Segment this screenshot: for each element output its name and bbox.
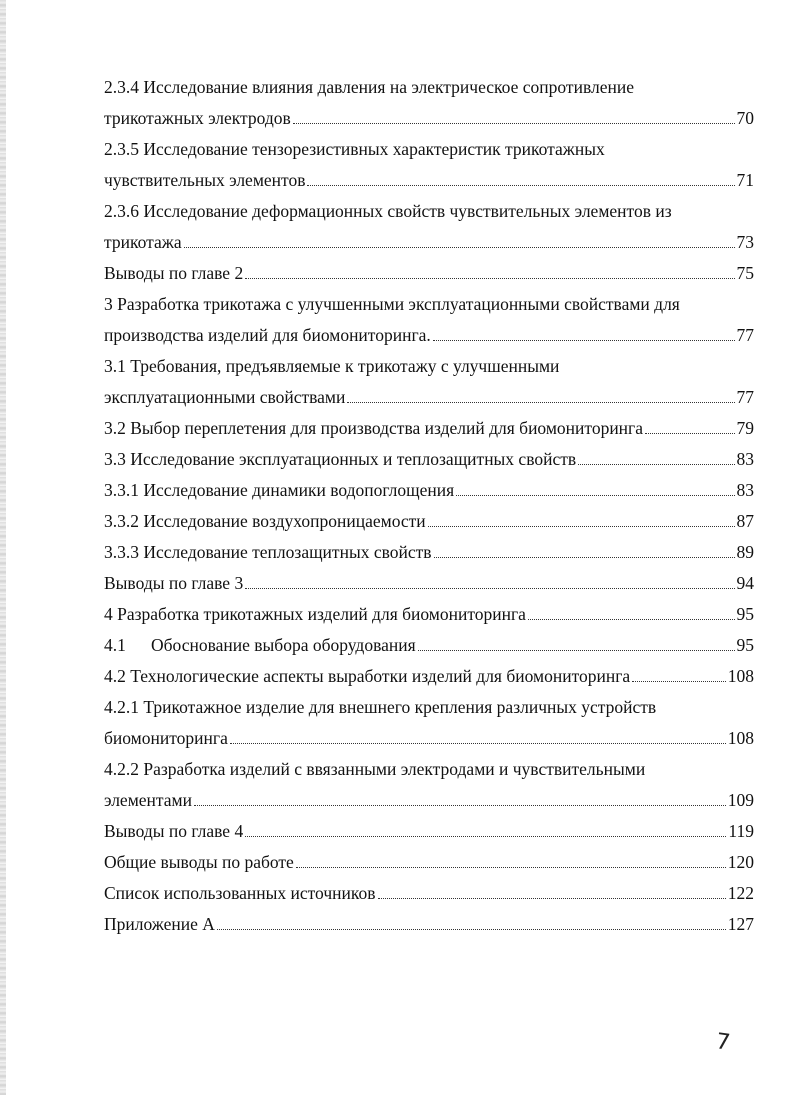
scan-edge — [0, 0, 6, 1095]
toc-page-number: 120 — [727, 852, 754, 872]
toc-entry-title-line: 3.1 Требования, предъявляемые к трикотажу с улучшенными — [104, 356, 560, 376]
toc-entry[interactable] — [104, 537, 754, 568]
toc-page-number: 127 — [727, 914, 754, 934]
toc-entry-title: 3.3.1 Исследование динамики водопоглощения — [104, 480, 455, 500]
table-of-contents — [104, 72, 754, 940]
dot-leader — [245, 587, 734, 589]
toc-page-number: 95 — [736, 604, 754, 624]
toc-page-number: 83 — [736, 449, 754, 469]
toc-entry[interactable] — [104, 692, 754, 754]
toc-entry[interactable] — [104, 413, 754, 444]
toc-entry-title-line: 2.3.4 Исследование влияния давления на электрическое сопротивление — [104, 77, 634, 97]
toc-entry[interactable] — [104, 630, 754, 661]
dot-leader — [293, 122, 735, 124]
dot-leader — [433, 339, 735, 341]
toc-entry-title: 3.3.2 Исследование воздухопроницаемости — [104, 511, 426, 531]
toc-entry-title: 3.3.3 Исследование теплозащитных свойств — [104, 542, 432, 562]
dot-leader — [434, 556, 735, 558]
dot-leader — [347, 401, 734, 403]
toc-entry[interactable] — [104, 909, 754, 940]
toc-entry[interactable] — [104, 506, 754, 537]
dot-leader — [528, 618, 735, 620]
toc-entry-title-line: 2.3.5 Исследование тензорезистивных характеристик трикотажных — [104, 139, 605, 159]
dot-leader — [245, 277, 734, 279]
toc-entry-title: 3.2 Выбор переплетения для производства изделий для биомониторинга — [104, 418, 643, 438]
dot-leader — [307, 184, 734, 186]
toc-entry-title: трикотажа — [104, 232, 182, 252]
toc-entry-title-line: 3 Разработка трикотажа с улучшенными эксплуатационными свойствами для — [104, 294, 680, 314]
toc-entry-title: элементами — [104, 790, 192, 810]
dot-leader — [230, 742, 726, 744]
toc-entry[interactable] — [104, 196, 754, 258]
toc-page-number: 109 — [727, 790, 754, 810]
toc-entry-title: Выводы по главе 2 — [104, 263, 244, 283]
toc-entry-title: Выводы по главе 4 — [104, 821, 244, 841]
dot-leader — [194, 804, 726, 806]
toc-entry-final-line — [104, 661, 754, 692]
toc-page-number: 73 — [736, 232, 754, 252]
toc-entry[interactable] — [104, 661, 754, 692]
dot-leader — [245, 835, 726, 837]
toc-page-number: 87 — [736, 511, 754, 531]
toc-entry-title: Приложение А — [104, 914, 215, 934]
dot-leader — [217, 928, 726, 930]
toc-entry-final-line — [104, 816, 754, 847]
toc-entry-title: Выводы по главе 3 — [104, 573, 244, 593]
toc-entry-final-line — [104, 320, 754, 351]
toc-entry-title: 4.2 Технологические аспекты выработки изделий для биомониторинга — [104, 666, 631, 686]
dot-leader — [428, 525, 735, 527]
toc-entry[interactable] — [104, 754, 754, 816]
toc-entry-final-line — [104, 537, 754, 568]
toc-entry-final-line — [104, 785, 754, 816]
toc-entry-final-line — [104, 568, 754, 599]
toc-page-number: 94 — [736, 573, 754, 593]
toc-page-number: 122 — [727, 883, 754, 903]
toc-entry-final-line — [104, 258, 754, 289]
toc-entry-final-line — [104, 506, 754, 537]
toc-page-number: 77 — [736, 325, 754, 345]
toc-page-number: 95 — [736, 635, 754, 655]
toc-entry[interactable] — [104, 847, 754, 878]
toc-section-number: 4.1 — [104, 635, 126, 655]
toc-page-number: 108 — [727, 666, 754, 686]
handwritten-page-number: 7 — [714, 1029, 732, 1056]
toc-entry-title: эксплуатационными свойствами — [104, 387, 346, 407]
toc-page-number: 75 — [736, 263, 754, 283]
toc-entry-final-line — [104, 475, 754, 506]
toc-entry-title: Общие выводы по работе — [104, 852, 294, 872]
toc-entry-title — [104, 630, 416, 661]
toc-entry-final-line — [104, 413, 754, 444]
toc-entry[interactable] — [104, 134, 754, 196]
toc-entry[interactable] — [104, 72, 754, 134]
toc-entry-final-line — [104, 227, 754, 258]
toc-entry-final-line — [104, 909, 754, 940]
toc-entry-title: 4 Разработка трикотажных изделий для биомониторинга — [104, 604, 526, 624]
dot-leader — [456, 494, 734, 496]
toc-page-number: 108 — [727, 728, 754, 748]
toc-entry-title: Список использованных источников — [104, 883, 376, 903]
toc-entry-final-line — [104, 444, 754, 475]
toc-entry-final-line — [104, 599, 754, 630]
toc-page-number: 77 — [736, 387, 754, 407]
toc-entry-title: биомониторинга — [104, 728, 228, 748]
toc-entry-final-line — [104, 103, 754, 134]
dot-leader — [645, 432, 735, 434]
toc-entry-final-line — [104, 165, 754, 196]
toc-entry[interactable] — [104, 475, 754, 506]
dot-leader — [296, 866, 726, 868]
dot-leader — [632, 680, 726, 682]
toc-entry[interactable] — [104, 816, 754, 847]
toc-page-number: 70 — [736, 108, 754, 128]
toc-entry-title-line: 2.3.6 Исследование деформационных свойств чувствительных элементов из — [104, 201, 672, 221]
toc-entry[interactable] — [104, 444, 754, 475]
dot-leader — [418, 649, 735, 651]
toc-entry[interactable] — [104, 878, 754, 909]
toc-entry-title: трикотажных электродов — [104, 108, 291, 128]
toc-entry-final-line — [104, 847, 754, 878]
toc-entry[interactable] — [104, 289, 754, 351]
toc-entry-title-line: 4.2.2 Разработка изделий с ввязанными электродами и чувствительными — [104, 759, 646, 779]
toc-entry[interactable] — [104, 351, 754, 413]
dot-leader — [578, 463, 734, 465]
toc-page-number: 119 — [728, 821, 754, 841]
toc-entry[interactable] — [104, 599, 754, 630]
toc-entry[interactable] — [104, 258, 754, 289]
toc-entry-final-line — [104, 382, 754, 413]
toc-page-number: 83 — [736, 480, 754, 500]
toc-entry-final-line — [104, 630, 754, 661]
toc-entry-title: 3.3 Исследование эксплуатационных и теплозащитных свойств — [104, 449, 577, 469]
toc-entry-title-line: 4.2.1 Трикотажное изделие для внешнего крепления различных устройств — [104, 697, 657, 717]
toc-section-title: Обоснование выбора оборудования — [151, 635, 416, 655]
toc-page-number: 71 — [736, 170, 754, 190]
dot-leader — [378, 897, 726, 899]
toc-entry-title: чувствительных элементов — [104, 170, 306, 190]
toc-entry-final-line — [104, 878, 754, 909]
toc-page-number: 79 — [736, 418, 754, 438]
toc-entry-title: производства изделий для биомониторинга. — [104, 325, 431, 345]
toc-entry-final-line — [104, 723, 754, 754]
toc-page-number: 89 — [736, 542, 754, 562]
dot-leader — [184, 246, 735, 248]
toc-entry[interactable] — [104, 568, 754, 599]
